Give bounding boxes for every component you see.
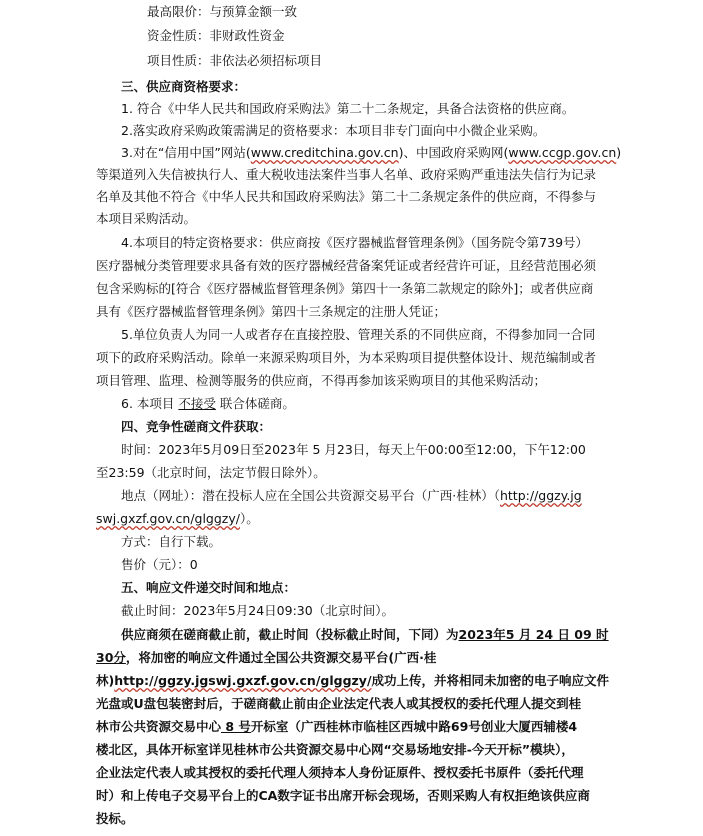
budget-value: 与预算金额一致: [209, 4, 298, 19]
project-nature-value: 非依法必须招标项目: [209, 53, 323, 68]
qualification-item-1: 1. 符合《中华人民共和国政府采购法》第二十二条规定，具备合法资格的供应商。: [121, 101, 575, 116]
submission-paragraph-line-7: 企业法定代表人或其授权的委托代理人须持本人身份证原件、授权委托书原件（委托代理: [96, 765, 584, 780]
creditchina-link[interactable]: www.creditchina.gov.cn: [250, 145, 399, 160]
item6-accept-value: 不接受: [178, 396, 216, 411]
qualification-item-4-line-1: 4.本项目的特定资格要求：供应商按《医疗器械监督管理条例》（国务院令第739号）: [121, 235, 589, 250]
fund-line: [147, 27, 285, 45]
qualification-item-6: [121, 395, 295, 413]
qualification-item-3-line-3: 名单及其他不符合《中华人民共和国政府采购法》第二十二条规定条件的供应商，不得参与: [96, 189, 597, 204]
submission-text-c: 林): [96, 673, 115, 688]
project-nature-label: 项目性质：: [147, 53, 210, 68]
ggzy-link-part-1[interactable]: http://ggzy.jg: [499, 488, 582, 503]
qualification-item-4-line-4: 具有《医疗器械监督管理条例》第四十三条规定的注册人凭证；: [96, 304, 447, 319]
item3-text-a: 3.对在“信用中国”网站(: [121, 145, 251, 160]
obtain-time-line-2: 至23:59（北京时间，法定节假日除外）。: [96, 465, 326, 480]
submission-text-f: 开标室（广西桂林市临桂区西城中路69号创业大厦西辅楼4: [250, 719, 578, 734]
submission-text-e: 林市公共资源交易中心: [96, 719, 222, 734]
submission-paragraph-line-1: [121, 626, 609, 644]
obtain-place-line-2: [96, 510, 259, 528]
obtain-time-line-1: 时间：2023年5月09日至2023年 5 月23日，每天上午00:00至12:00，下午12:00: [121, 442, 586, 457]
item3-text-c: ): [616, 145, 622, 160]
submission-paragraph-line-6: 楼北区，具体开标室详见桂林市公共资源交易中心网“交易场地安排-今天开标”模块），: [96, 742, 574, 757]
qualification-item-5-line-2: 项下的政府采购活动。除单一来源采购项目外，为本采购项目提供整体设计、规范编制或者: [96, 350, 597, 365]
fund-value: 非财政性资金: [209, 28, 285, 43]
qualification-item-5-line-1: 5.单位负责人为同一人或者存在直接控股、管理关系的不同供应商，不得参加同一合同: [121, 327, 596, 342]
glggzy-link[interactable]: http://ggzy.jgswj.gxzf.gov.cn/glggzy/: [114, 673, 372, 688]
submission-paragraph-line-2: [96, 649, 436, 667]
submission-text-b: ，将加密的响应文件通过全国公共资源交易平台(广西·桂: [125, 650, 437, 665]
budget-label: 最高限价：: [147, 4, 210, 19]
submission-paragraph-line-9: 投标。: [96, 811, 134, 826]
qualification-item-4-line-2: 医疗器械分类管理要求具备有效的医疗器械经营备案凭证或者经营许可证，且经营范围必须: [96, 258, 597, 273]
ggzy-link-part-2[interactable]: swj.gxzf.gov.cn/glggzy/: [96, 511, 240, 526]
deadline-date: 2023年5 月 24 日 09 时: [458, 627, 609, 642]
submission-paragraph-line-3: [96, 672, 609, 690]
qualification-item-4-line-3: 包含采购标的[符合《医疗器械监督管理条例》第四十一条第二款规定的除外]；或者供应商: [96, 281, 594, 296]
qualification-item-3-line-4: 本项目采购活动。: [96, 211, 197, 226]
submission-text-a: 供应商须在磋商截止前，截止时间（投标截止时间，下同）为: [121, 627, 459, 642]
item6-text-a: 6. 本项目: [121, 396, 179, 411]
item3-text-b: )、中国政府采购网(: [398, 145, 509, 160]
submission-paragraph-line-8: 时）和上传电子交易平台上的CA数字证书出席开标会现场，否则采购人有权拒绝该供应商: [96, 788, 590, 803]
submission-text-d: 成功上传，并将相同未加密的电子响应文件: [371, 673, 610, 688]
obtain-price: 售价（元）：0: [121, 557, 198, 572]
section3-heading: 三、供应商资格要求：: [121, 79, 247, 94]
submission-paragraph-line-4: 光盘或U盘包装密封后，于磋商截止前由企业法定代表人或其授权的委托代理人提交到桂: [96, 696, 582, 711]
place-text-end: ）。: [239, 511, 259, 526]
ccgp-link[interactable]: www.ccgp.gov.cn: [508, 145, 617, 160]
place-text: 地点（网址）：潜在投标人应在全国公共资源交易平台（广西·桂林）（: [121, 488, 500, 503]
deadline-minute: 30分: [96, 650, 126, 665]
qualification-item-3-line-1: [121, 144, 621, 162]
section5-heading: 五、响应文件递交时间和地点：: [121, 580, 297, 595]
section4-heading: 四、竞争性磋商文件获取：: [121, 419, 272, 434]
item6-text-b: 联合体磋商。: [215, 396, 295, 411]
obtain-place-line-1: [121, 487, 582, 505]
qualification-item-5-line-3: 项目管理、监理、检测等服务的供应商，不得再参加该采购项目的其他采购活动；: [96, 373, 547, 388]
qualification-item-2: 2.落实政府采购政策需满足的资格要求：本项目非专门面向中小微企业采购。: [121, 123, 546, 138]
submission-deadline: 截止时间：2023年5月24日09:30（北京时间）。: [121, 603, 394, 618]
project-nature-line: [147, 52, 322, 70]
qualification-item-3-line-2: 等渠道列入失信被执行人、重大税收违法案件当事人名单、政府采购严重违法失信行为记录: [96, 167, 597, 182]
budget-line: [147, 3, 297, 21]
submission-paragraph-line-5: [96, 718, 577, 736]
fund-label: 资金性质：: [147, 28, 210, 43]
room-number: 8 号: [221, 719, 251, 734]
obtain-method: 方式：自行下载。: [121, 534, 222, 549]
